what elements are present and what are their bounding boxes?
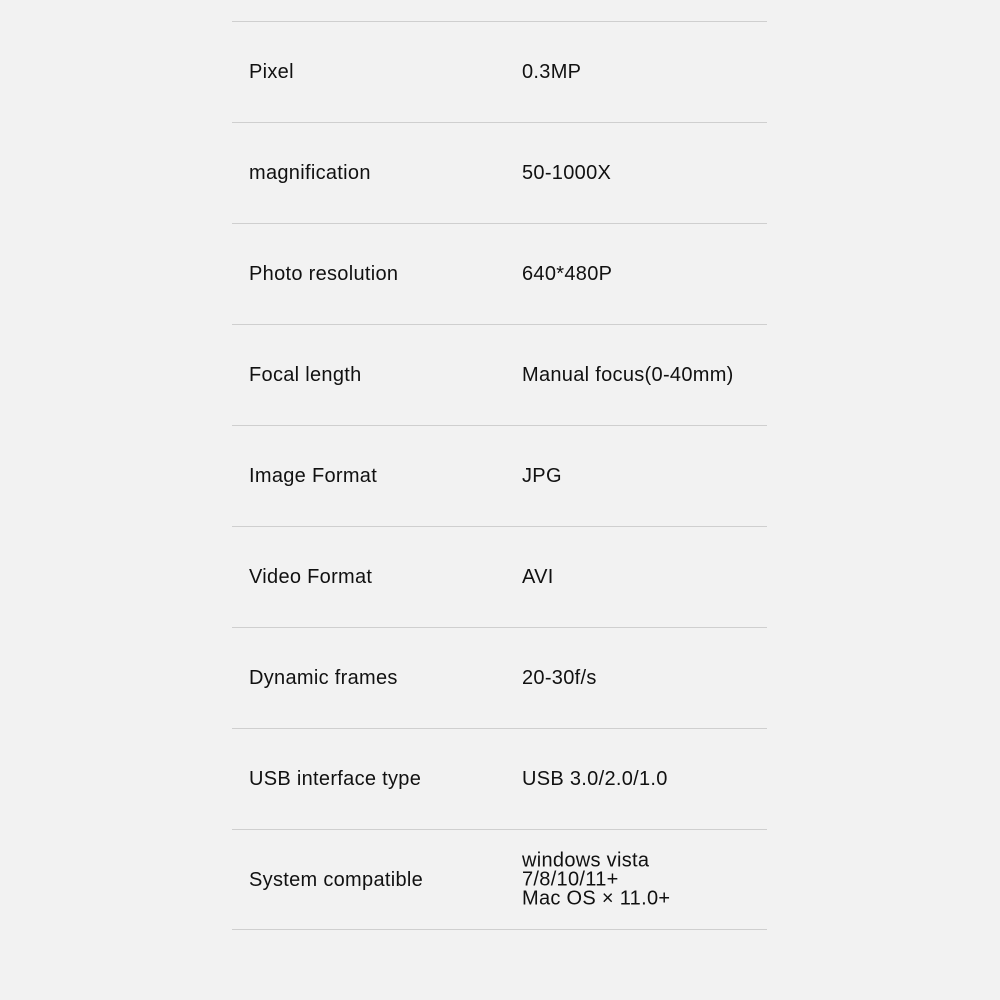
spec-value: USB 3.0/2.0/1.0 [522, 768, 668, 790]
spec-row-magnification [232, 123, 767, 224]
spec-label: Photo resolution [249, 263, 399, 285]
spec-value: 50-1000X [522, 162, 612, 184]
spec-value: 20-30f/s [522, 667, 597, 689]
spec-label: magnification [249, 162, 371, 184]
spec-row-focal-length [232, 325, 767, 426]
spec-value: AVI [522, 566, 554, 588]
spec-row-photo-resolution [232, 224, 767, 325]
spec-value: 0.3MP [522, 61, 582, 83]
spec-label: Focal length [249, 364, 362, 386]
spec-value: JPG [522, 465, 562, 487]
spec-value: Manual focus(0-40mm) [522, 364, 734, 386]
spec-label: USB interface type [249, 768, 422, 790]
spec-row-dynamic-frames [232, 628, 767, 729]
spec-value-line: windows vista [522, 849, 650, 871]
spec-label: Video Format [249, 566, 373, 588]
spec-value: 640*480P [522, 263, 613, 285]
spec-row-video-format [232, 527, 767, 628]
spec-table [232, 21, 767, 930]
spec-row-image-format [232, 426, 767, 527]
spec-value-multiline [522, 851, 670, 908]
spec-value-line: Mac OS × 11.0+ [522, 887, 671, 909]
spec-row-pixel [232, 22, 767, 123]
spec-label: System compatible [249, 868, 424, 891]
spec-value-line: 7/8/10/11+ [522, 868, 619, 890]
spec-row-usb-interface-type [232, 729, 767, 830]
spec-label: Dynamic frames [249, 667, 398, 689]
spec-label: Pixel [249, 61, 294, 83]
spec-row-system-compatible [232, 830, 767, 930]
spec-label: Image Format [249, 465, 378, 487]
